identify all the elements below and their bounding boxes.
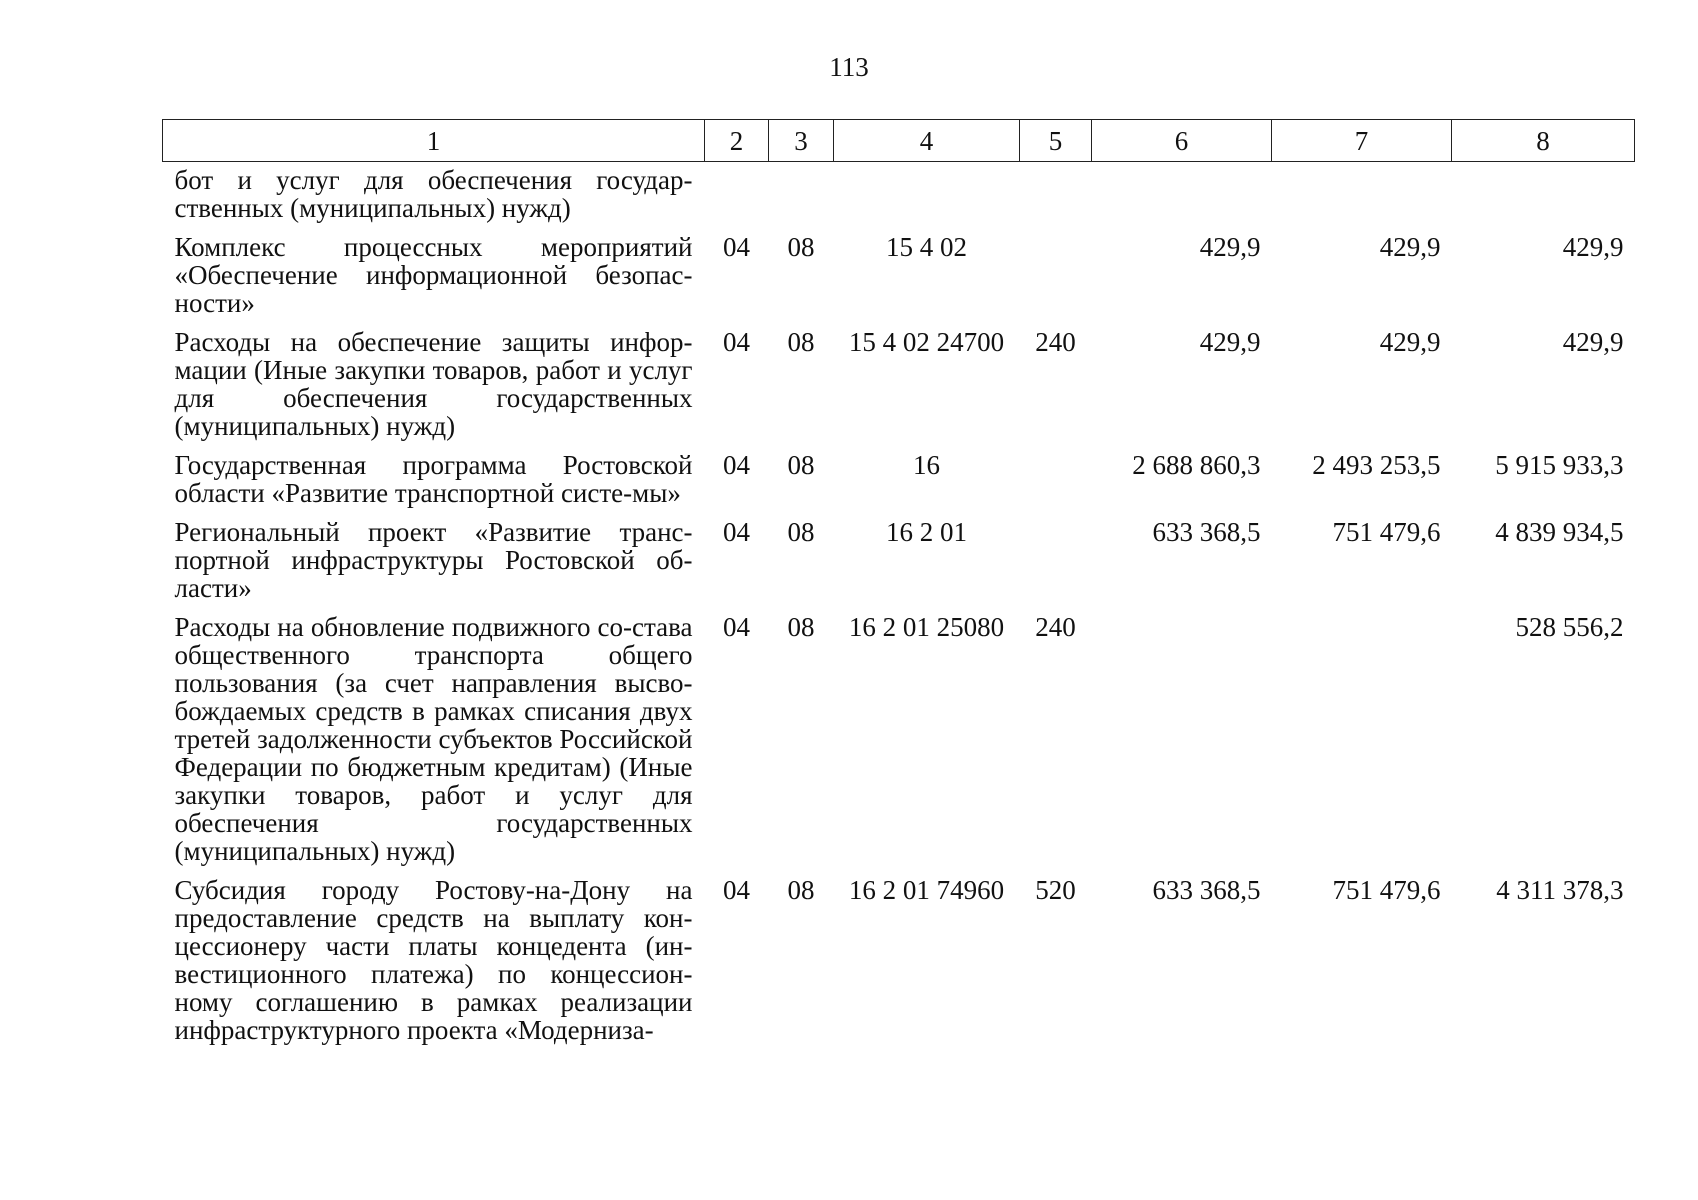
column-header-2: 2 <box>705 120 769 162</box>
expense-type-code <box>1020 518 1092 613</box>
expense-type-code <box>1020 233 1092 328</box>
table-header-row <box>163 120 1635 162</box>
target-article-code: 16 2 01 74960 <box>848 875 1005 905</box>
subsection-code: 08 <box>787 875 815 905</box>
subsection-code: 08 <box>787 327 815 357</box>
amount-col6: 2 688 860,3 <box>1132 450 1261 480</box>
target-article-code: 15 4 02 24700 <box>848 327 1005 357</box>
amount-col7: 2 493 253,5 <box>1312 450 1441 480</box>
table-row <box>163 328 1635 451</box>
subsection-code: 08 <box>787 517 815 547</box>
row-name: Государственная программа Ростовской области «Развитие транспортной систе-мы» <box>174 450 693 508</box>
target-article-code <box>834 162 1020 234</box>
amount-col6: 633 368,5 <box>1152 517 1261 547</box>
expense-type-code: 520 <box>1035 875 1076 905</box>
target-article-code: 16 2 01 25080 <box>848 612 1005 642</box>
section-code: 04 <box>723 875 750 905</box>
table-row <box>163 162 1635 234</box>
target-article-code: 16 2 01 <box>886 517 967 547</box>
amount-col8: 5 915 933,3 <box>1495 450 1624 480</box>
row-name: Комплекс процессных мероприятий «Обеспечение информационной безопас-ности» <box>174 232 693 318</box>
amount-col8: 528 556,2 <box>1515 612 1624 642</box>
budget-table <box>162 119 1635 1055</box>
amount-col6: 429,9 <box>1199 327 1261 357</box>
column-header-8: 8 <box>1452 120 1635 162</box>
column-header-1: 1 <box>163 120 705 162</box>
amount-col7: 751 479,6 <box>1332 517 1441 547</box>
expense-type-code: 240 <box>1035 327 1076 357</box>
table-row <box>163 613 1635 876</box>
row-name: Субсидия городу Ростову-на-Дону на предоставление средств на выплату кон-цессионеру части платы концедента (ин-вестиционного платежа) по концессион-ному соглашению в рамках реализации инфраструктурного проекта «Модерниза- <box>174 875 693 1045</box>
subsection-code: 08 <box>787 450 815 480</box>
section-code: 04 <box>723 232 750 262</box>
row-name: Расходы на обновление подвижного со-става общественного транспорта общего пользования (за счет направления высво-бождаемых средств в рамках списания двух третей задолженности субъектов Российской Федерации по бюджетным кредитам) (Иные закупки товаров, работ и услуг для обеспечения государственных (муниципальных) нужд) <box>174 612 693 866</box>
amount-col8 <box>1452 162 1635 234</box>
table-row <box>163 518 1635 613</box>
subsection-code <box>769 162 834 234</box>
amount-col7 <box>1272 613 1452 876</box>
target-article-code: 15 4 02 <box>886 232 967 262</box>
section-code: 04 <box>723 517 750 547</box>
amount-col7 <box>1272 162 1452 234</box>
expense-type-code <box>1020 451 1092 518</box>
amount-col6 <box>1092 162 1272 234</box>
section-code: 04 <box>723 450 750 480</box>
column-header-3: 3 <box>769 120 834 162</box>
subsection-code: 08 <box>787 612 815 642</box>
table-row <box>163 876 1635 1055</box>
amount-col8: 429,9 <box>1562 327 1624 357</box>
amount-col7: 751 479,6 <box>1332 875 1441 905</box>
section-code: 04 <box>723 612 750 642</box>
table-row <box>163 451 1635 518</box>
subsection-code: 08 <box>787 232 815 262</box>
section-code <box>705 162 769 234</box>
amount-col6: 633 368,5 <box>1152 875 1261 905</box>
row-name: Расходы на обеспечение защиты инфор-мации (Иные закупки товаров, работ и услуг для обеспечения государственных (муниципальных) нужд) <box>174 327 693 441</box>
amount-col8: 4 311 378,3 <box>1496 875 1624 905</box>
amount-col8: 429,9 <box>1562 232 1624 262</box>
amount-col6 <box>1092 613 1272 876</box>
section-code: 04 <box>723 327 750 357</box>
column-header-6: 6 <box>1092 120 1272 162</box>
amount-col6: 429,9 <box>1199 232 1261 262</box>
table-row <box>163 233 1635 328</box>
row-name: Региональный проект «Развитие транс-портной инфраструктуры Ростовской об-ласти» <box>174 517 693 603</box>
amount-col7: 429,9 <box>1379 232 1441 262</box>
column-header-7: 7 <box>1272 120 1452 162</box>
column-header-4: 4 <box>834 120 1020 162</box>
expense-type-code: 240 <box>1035 612 1076 642</box>
page-number: 113 <box>829 52 869 82</box>
target-article-code: 16 <box>913 450 940 480</box>
expense-type-code <box>1020 162 1092 234</box>
row-name: бот и услуг для обеспечения государ-ственных (муниципальных) нужд) <box>174 165 693 223</box>
amount-col8: 4 839 934,5 <box>1495 517 1624 547</box>
column-header-5: 5 <box>1020 120 1092 162</box>
amount-col7: 429,9 <box>1379 327 1441 357</box>
